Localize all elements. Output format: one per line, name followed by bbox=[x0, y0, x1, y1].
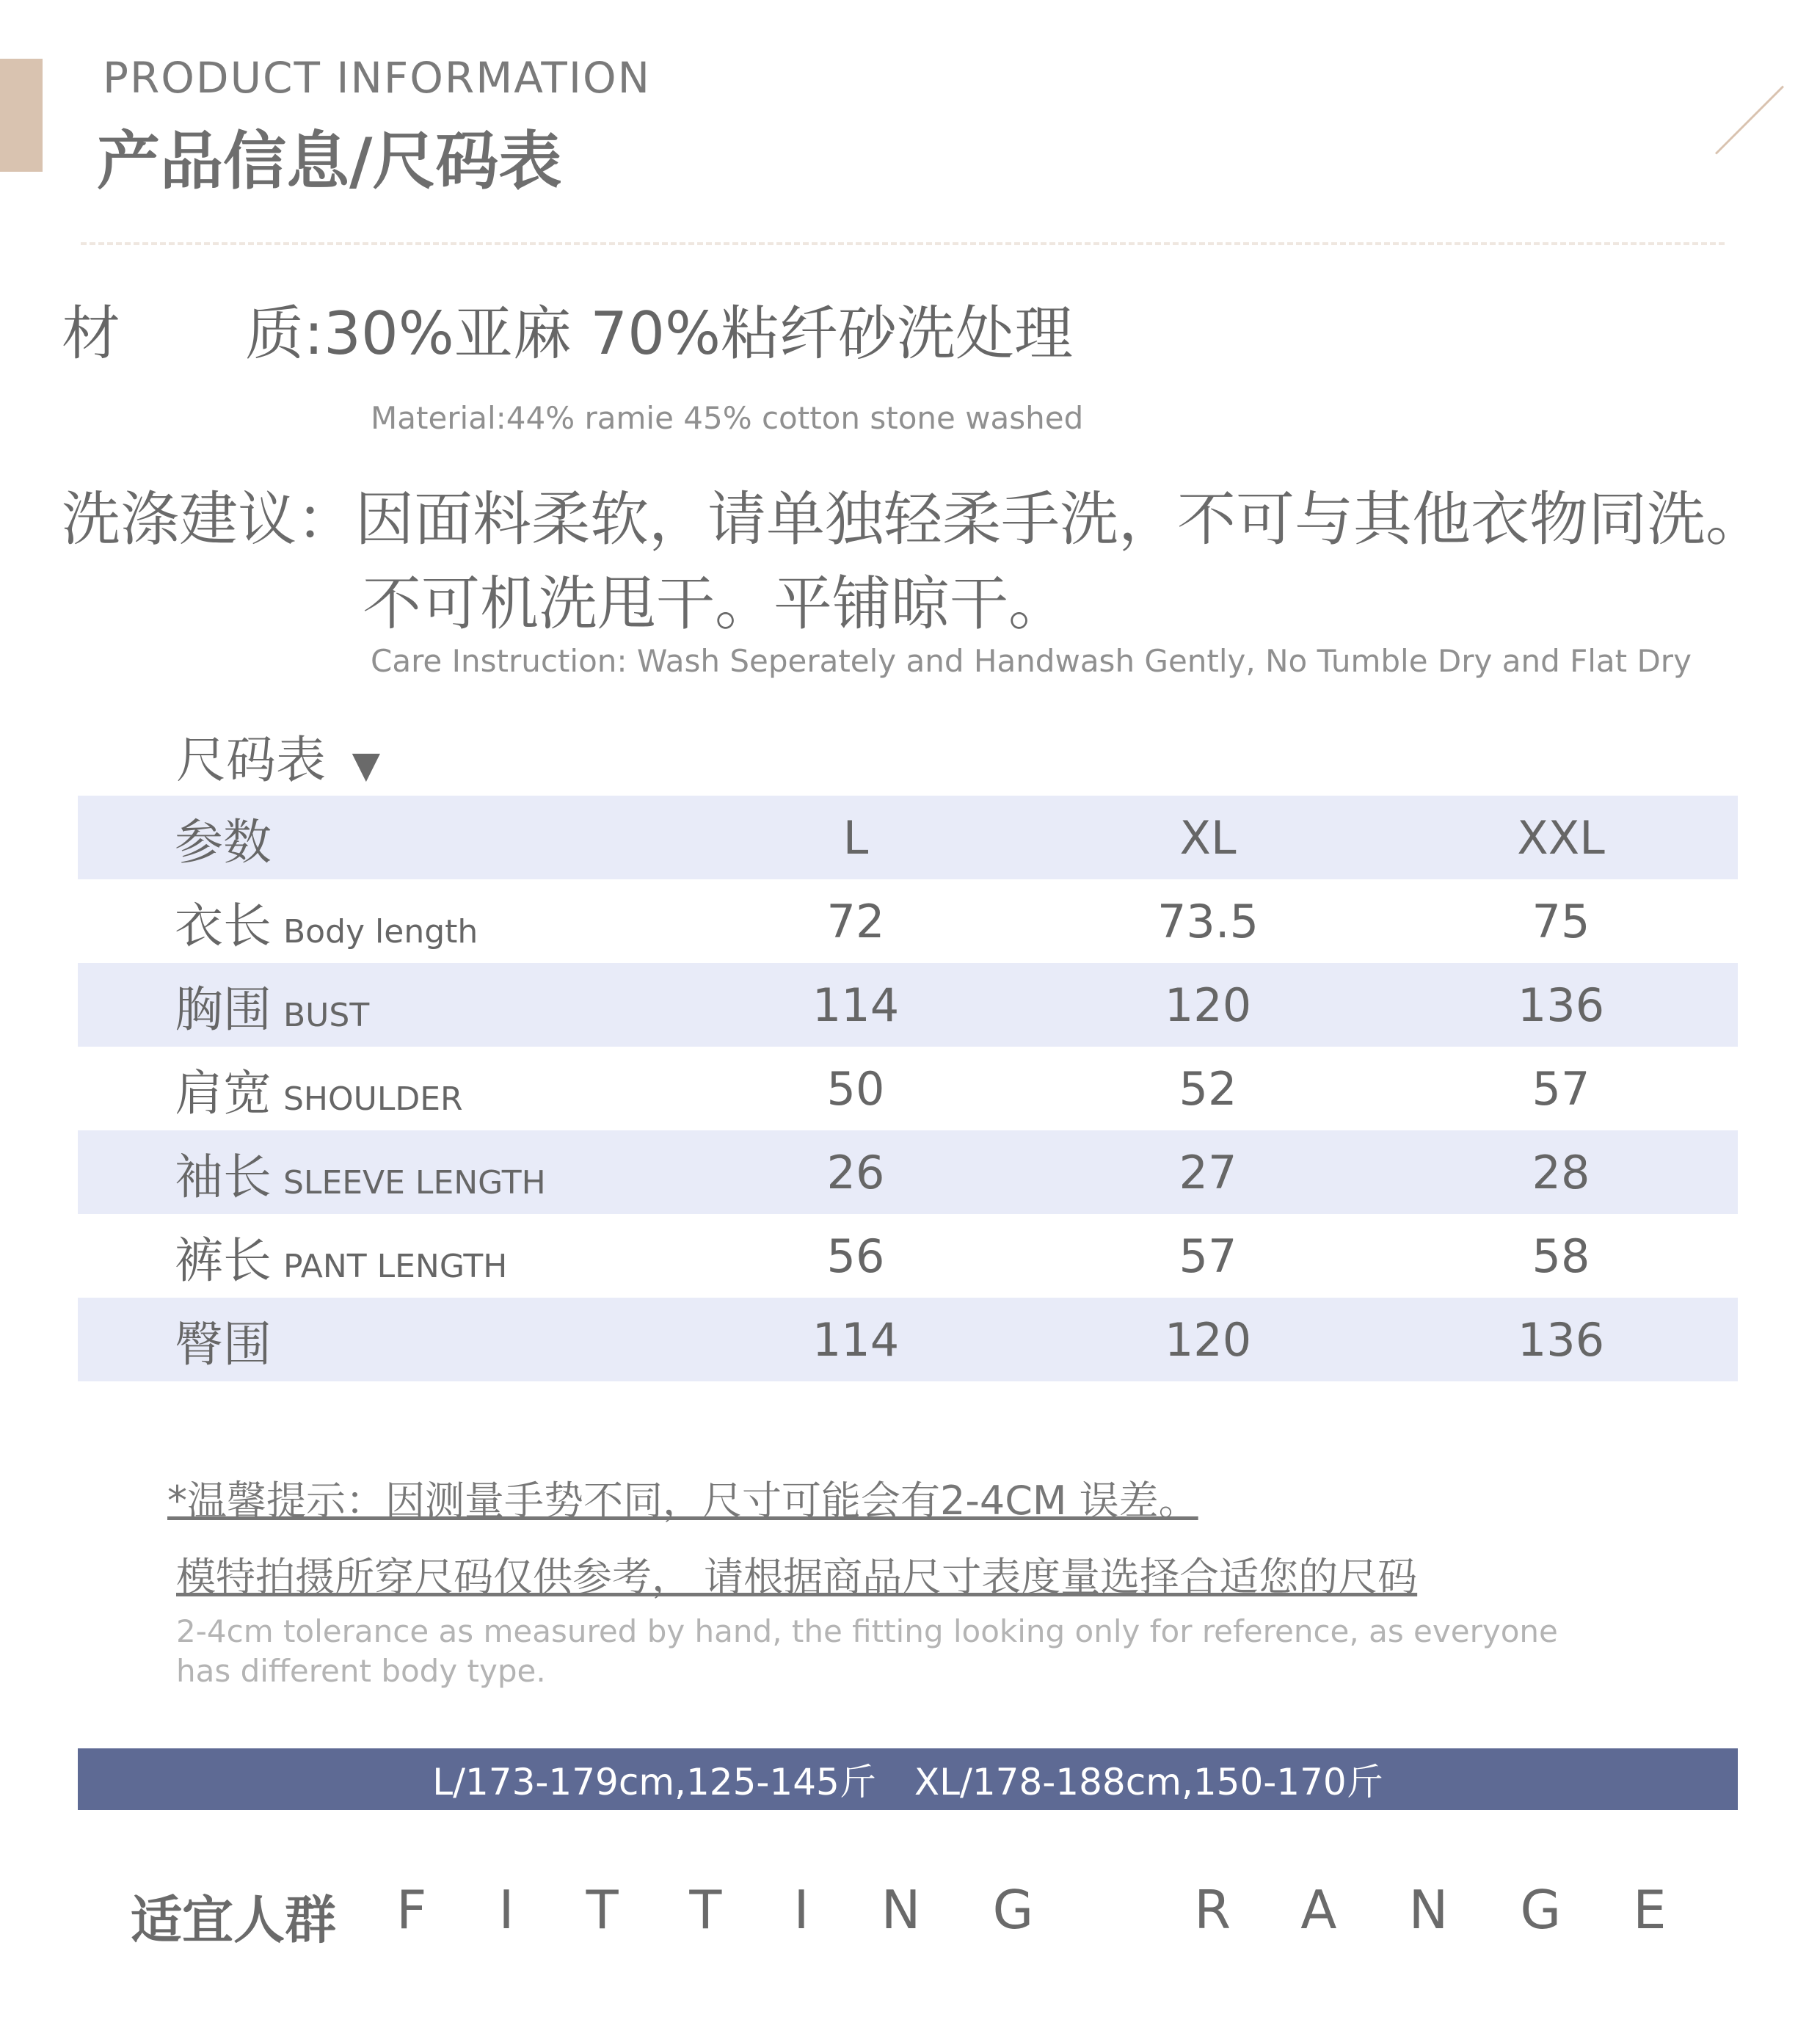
material-value-cn: :30%亚麻 70%粘纤砂洗处理 bbox=[304, 299, 1074, 368]
header-cell-xxl: XXL bbox=[1384, 796, 1738, 879]
table-row bbox=[78, 879, 1738, 963]
row-label: 袖长 SLEEVE LENGTH bbox=[78, 1130, 680, 1214]
fitting-label-cn: 适宜人群 bbox=[131, 1890, 336, 1950]
row-label: 肩宽 SHOULDER bbox=[175, 1064, 463, 1122]
table-row bbox=[78, 1298, 1738, 1381]
header-cell-param: 参数 bbox=[78, 796, 680, 879]
table-row bbox=[78, 963, 1738, 1047]
header-cell-xl: XL bbox=[1032, 796, 1384, 879]
table-row bbox=[78, 1214, 1738, 1298]
material-value-en: Material:44% ramie 45% cotton stone washed bbox=[371, 400, 1084, 436]
cell-xl: 27 bbox=[1032, 1130, 1384, 1214]
cell-xxl: 75 bbox=[1532, 894, 1590, 948]
header-cell-l: L bbox=[680, 796, 1032, 879]
accent-bar bbox=[0, 59, 43, 172]
fitting-range-bar bbox=[78, 1748, 1738, 1810]
cell-xl: 120 bbox=[1032, 1298, 1384, 1381]
tip-en: 2-4cm tolerance as measured by hand, the fitting looking only for reference, as everyone has different body type. bbox=[176, 1613, 1558, 1689]
header-title-en: PRODUCT INFORMATION bbox=[103, 53, 651, 103]
material-label-a: 材 bbox=[62, 299, 120, 368]
row-label: 胸围 BUST bbox=[78, 963, 680, 1047]
triangle-down-icon: ▼ bbox=[352, 744, 381, 786]
table-row bbox=[78, 1130, 1738, 1214]
range-xl: XL/178-188cm,150-170斤 bbox=[914, 1761, 1383, 1803]
cell-l: 72 bbox=[826, 894, 885, 948]
header-title-cn: 产品信息/尺码表 bbox=[97, 125, 562, 198]
dashed-divider bbox=[81, 242, 1725, 245]
row-label: 衣长 Body length bbox=[175, 897, 478, 954]
cell-xl: 57 bbox=[1179, 1229, 1237, 1283]
care-instruction-en: Care Instruction: Wash Seperately and Handwash Gently, No Tumble Dry and Flat Dry bbox=[371, 643, 1692, 679]
table-row bbox=[78, 1047, 1738, 1130]
care-line1: 因面料柔软，请单独轻柔手洗，不可与其他衣物同洗。 bbox=[355, 485, 1764, 553]
decorative-slash bbox=[1715, 86, 1784, 155]
cell-xl: 52 bbox=[1179, 1061, 1237, 1116]
care-row bbox=[62, 483, 1764, 556]
size-chart-title-text: 尺码表 bbox=[176, 732, 327, 790]
cell-l: 114 bbox=[680, 963, 1032, 1047]
size-table-header bbox=[78, 796, 1738, 879]
material-row bbox=[62, 286, 1073, 371]
cell-xxl: 136 bbox=[1384, 963, 1738, 1047]
size-table bbox=[78, 796, 1738, 1381]
material-label-b: 质 bbox=[245, 299, 304, 368]
cell-xl: 73.5 bbox=[1157, 894, 1259, 948]
cell-l: 26 bbox=[680, 1130, 1032, 1214]
row-label: 裤长 PANT LENGTH bbox=[175, 1232, 508, 1289]
care-line2: 不可机洗甩干。平铺晾干。 bbox=[363, 570, 1067, 638]
cell-xxl: 136 bbox=[1384, 1298, 1738, 1381]
cell-xxl: 57 bbox=[1532, 1061, 1590, 1116]
tip-line-1: *温馨提示：因测量手势不同，尺寸可能会有2-4CM 误差。 bbox=[167, 1478, 1198, 1524]
cell-xxl: 58 bbox=[1532, 1229, 1590, 1283]
fitting-label-en: FITTING RANGE bbox=[396, 1879, 1739, 1941]
tip-line-2: 模特拍摄所穿尺码仅供参考， 请根据商品尺寸表度量选择合适您的尺码 bbox=[176, 1554, 1418, 1600]
row-label: 臀围 bbox=[78, 1298, 680, 1381]
cell-l: 114 bbox=[680, 1298, 1032, 1381]
cell-l: 50 bbox=[826, 1061, 885, 1116]
size-chart-title bbox=[176, 721, 380, 792]
cell-xl: 120 bbox=[1032, 963, 1384, 1047]
cell-l: 56 bbox=[826, 1229, 885, 1283]
cell-xxl: 28 bbox=[1384, 1130, 1738, 1214]
care-label: 洗涤建议： bbox=[62, 485, 355, 553]
range-l: L/173-179cm,125-145斤 bbox=[432, 1761, 876, 1803]
